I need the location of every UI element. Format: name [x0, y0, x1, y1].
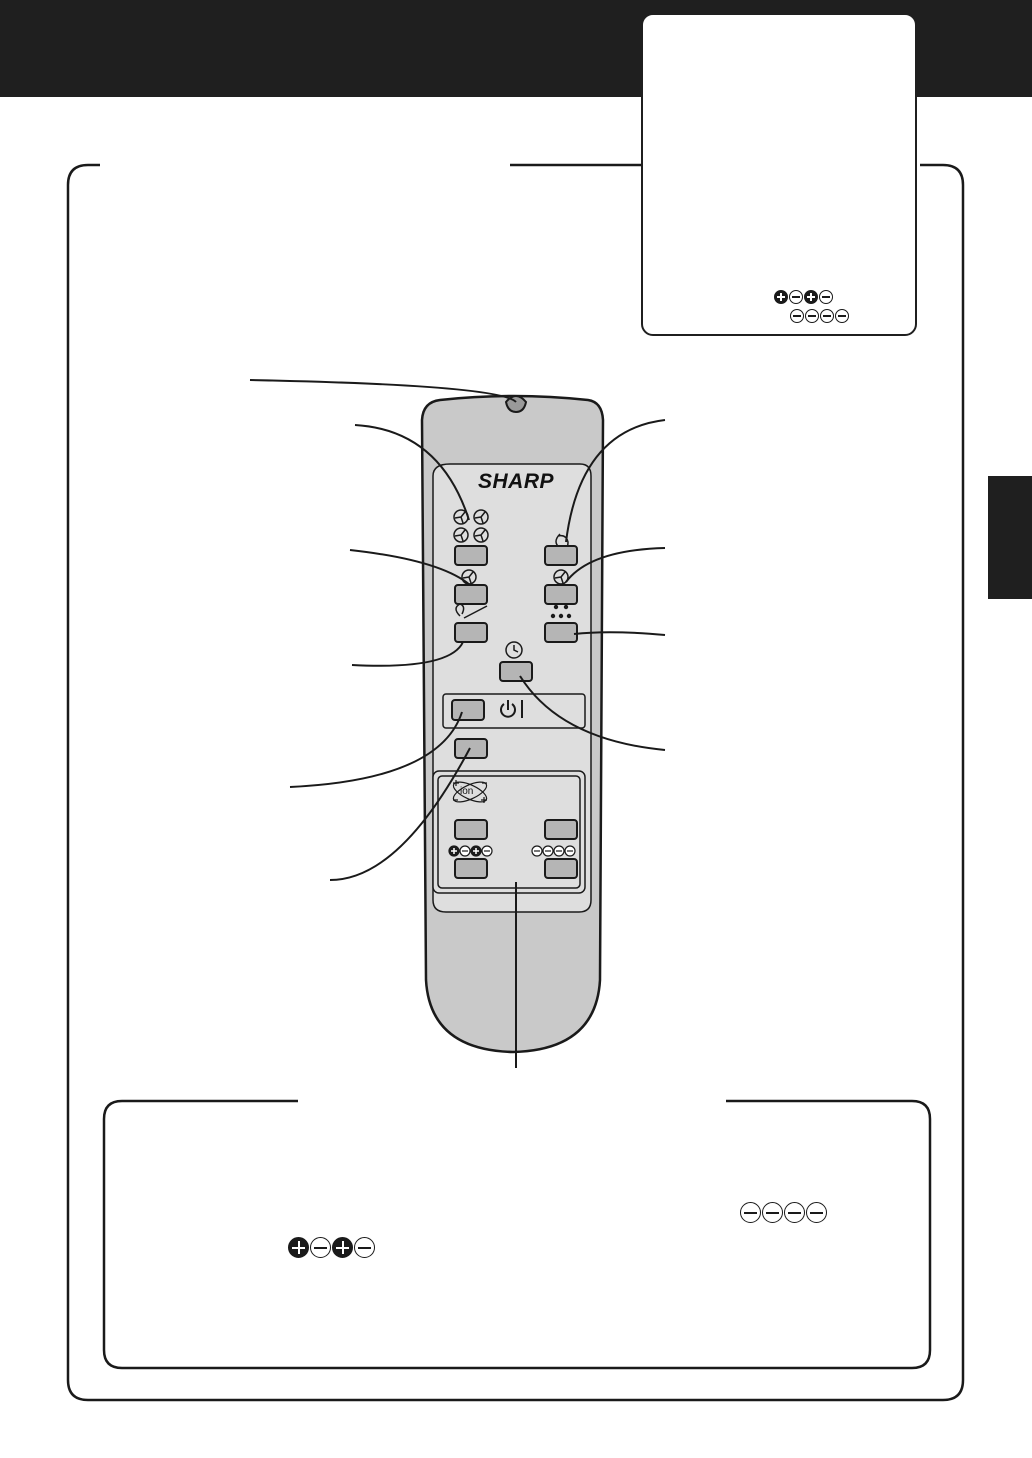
on-off-button[interactable] [452, 700, 484, 720]
mode-button[interactable] [545, 585, 577, 604]
brand-logo: SHARP [477, 470, 554, 493]
airflow-direction-button[interactable] [455, 623, 487, 642]
ion-left-upper-button[interactable] [455, 820, 487, 839]
fan-speed-button[interactable] [455, 546, 487, 565]
aux-button[interactable] [455, 739, 487, 758]
oscillation-button[interactable] [545, 546, 577, 565]
timer-button[interactable] [500, 662, 532, 681]
cooling-button[interactable] [545, 623, 577, 642]
fan-button[interactable] [455, 585, 487, 604]
ion-label: ion [460, 786, 474, 797]
ion-left-lower-button[interactable] [455, 859, 487, 878]
ion-right-upper-button[interactable] [545, 820, 577, 839]
ion-right-lower-button[interactable] [545, 859, 577, 878]
